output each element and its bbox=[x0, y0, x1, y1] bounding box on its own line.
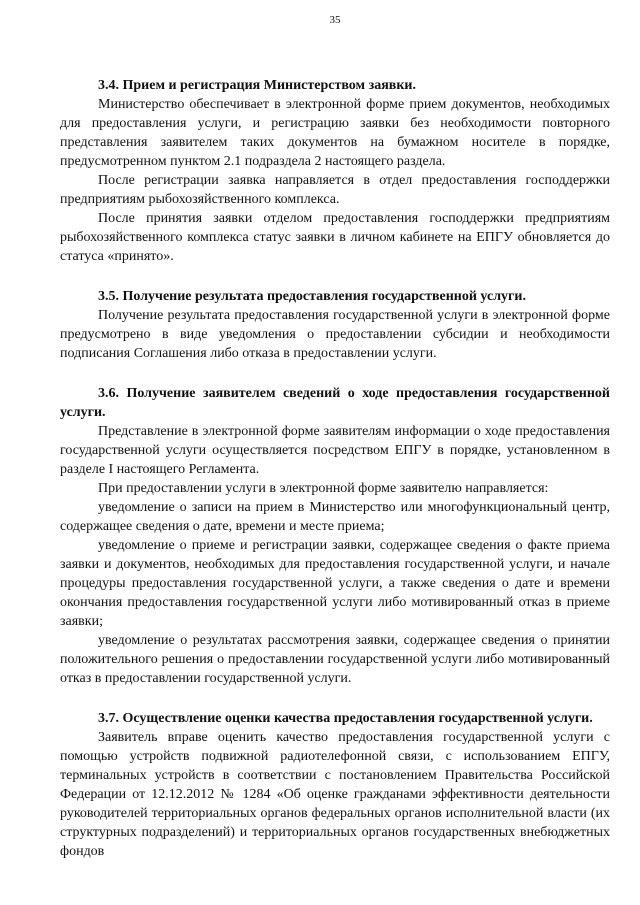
paragraph: Получение результата предоставления государственной услуги в электронной форме предусмотрено в виде уведомления о предоставлении субсидии и необходимости подписания Соглашения либо отказа в предоставлении услуги. bbox=[60, 308, 610, 361]
section-3-7 bbox=[60, 709, 610, 861]
section-3-4 bbox=[60, 76, 610, 266]
document-body bbox=[60, 76, 610, 882]
paragraph: уведомление о результатах рассмотрения заявки, содержащее сведения о принятии положительного решения о предоставлении государственной услуги либо мотивированный отказ в предоставлении государственной услуги. bbox=[60, 633, 610, 686]
page-number: 35 bbox=[329, 14, 341, 26]
paragraph: При предоставлении услуги в электронной форме заявителю направляется: bbox=[98, 481, 549, 496]
paragraph: После регистрации заявка направляется в отдел предоставления господдержки предприятиям рыбохозяйственного комплекса. bbox=[60, 173, 610, 207]
section-heading: 3.6. Получение заявителем сведений о ходе предоставления государственной услуги. bbox=[60, 386, 610, 420]
paragraph: После принятия заявки отделом предоставления господдержки предприятиям рыбохозяйственного комплекса статус заявки в личном кабинете на ЕПГУ обновляется до статуса «принято». bbox=[60, 211, 610, 264]
paragraph: уведомление о записи на прием в Министерство или многофункциональный центр, содержащее сведения о дате, времени и месте приема; bbox=[60, 500, 610, 534]
section-3-6 bbox=[60, 384, 610, 688]
section-heading: 3.7. Осуществление оценки качества предоставления государственной услуги. bbox=[98, 711, 593, 726]
paragraph: уведомление о приеме и регистрации заявки, содержащее сведения о факте приема заявки и документов, необходимых для предоставления государственной услуги, и начале процедуры предоставления государственной услуги, а также сведения о дате и времени окончания предоставления государственной услуги либо мотивированный отказ в приеме заявки; bbox=[60, 538, 610, 629]
paragraph: Заявитель вправе оценить качество предоставления государственной услуги с помощью устройств подвижной радиотелефонной связи, с использованием ЕПГУ, терминальных устройств в соответствии с постановлением Правительства Российской Федерации от 12.12.2012 № 1284 «Об оценке гражданами эффективности деятельности руководителей территориальных органов федеральных органов исполнительной власти (их структурных подразделений) и территориальных органов государственных внебюджетных фондов bbox=[60, 730, 610, 859]
document-page bbox=[60, 0, 610, 905]
section-heading: 3.4. Прием и регистрация Министерством заявки. bbox=[98, 78, 416, 93]
paragraph: Министерство обеспечивает в электронной форме прием документов, необходимых для предоставления услуги, и регистрацию заявки без необходимости повторного представления заявителем таких документов на бумажном носителе в порядке, предусмотренном пунктом 2.1 подраздела 2 настоящего раздела. bbox=[60, 97, 610, 169]
section-heading: 3.5. Получение результата предоставления государственной услуги. bbox=[98, 289, 526, 304]
paragraph: Представление в электронной форме заявителям информации о ходе предоставления государственной услуги осуществляется посредством ЕПГУ в порядке, установленном в разделе I настоящего Регламента. bbox=[60, 424, 610, 477]
section-3-5 bbox=[60, 287, 610, 363]
